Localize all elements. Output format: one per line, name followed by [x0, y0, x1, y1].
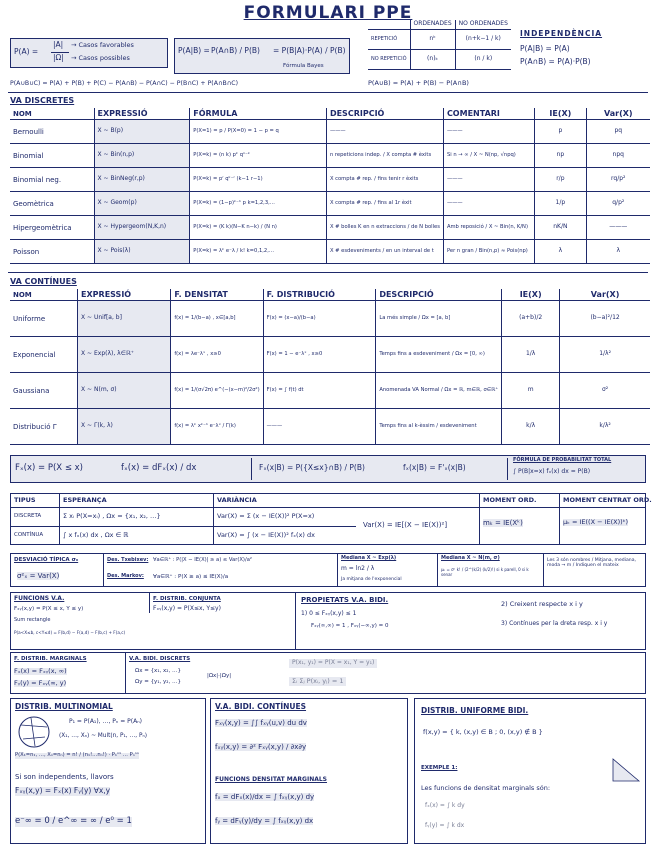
table-row: [10, 192, 650, 216]
marginal-density-x: fₓ = dFₓ(x)/dx = ∫ fₓᵧ(x,y) dy: [215, 793, 315, 801]
marginals-title: F. DISTRIB. MARGINALS: [14, 656, 87, 662]
discrete-section-title: VA DISCRETES: [10, 96, 75, 105]
exp-head-moment-centrat: MOMENT CENTRAT ORD.: [563, 496, 652, 504]
bidi-discrete-title: V.A. BIDI. DISCRETS: [129, 656, 191, 662]
discrete-header-6: Var(X): [586, 108, 650, 120]
discrete-cell: rq/p²: [586, 168, 650, 192]
table-row: [10, 409, 650, 445]
bidi-sum: Σᵢ Σⱼ P(xᵢ, yⱼ) = 1: [289, 677, 346, 686]
prop-bidi-3: 3) Contínues per la dreta resp. x i y: [501, 620, 608, 627]
continuous-cell: Temps fins al k-èssim / esdeveniment: [376, 409, 502, 445]
table-row: [10, 373, 650, 409]
prop-bidi-2: 2) Creixent respecte x i y: [501, 600, 583, 608]
discrete-header-0: NOM: [10, 108, 94, 120]
exp-discrete-formula: Σ xᵢ P(X=xᵢ) , Ωx = {x₁, x₂, …}: [63, 512, 161, 520]
laplace-box: [10, 38, 168, 68]
fun-va-title: FUNCIONS V.A.: [14, 595, 65, 602]
counting-cell-12: (n+k−1 / k): [455, 29, 511, 49]
mediana-exp-formula: m = ln2 / λ: [341, 565, 375, 572]
uniform-example: EXEMPLE 1:: [421, 765, 458, 771]
uniform-bidi-title: DISTRIB. UNIFORME BIDI.: [421, 706, 529, 715]
total-prob-title: FÓRMULA DE PROBABILITAT TOTAL: [513, 457, 612, 463]
continuous-cell: Uniforme: [10, 301, 78, 337]
continuous-header-6: Var(X): [560, 289, 650, 301]
uniform-marginal-y: fᵧ(y) = ∫ k dx: [425, 822, 465, 829]
indep-title: INDEPENDÈNCIA: [520, 29, 603, 38]
laplace-den: |Ω|: [53, 53, 64, 62]
discrete-header-3: DESCRIPCIÓ: [326, 108, 443, 120]
discrete-cell: np: [535, 144, 586, 168]
counting-table: [368, 20, 511, 70]
continuous-cell: σ²: [560, 373, 650, 409]
continuous-cell: Exponencial: [10, 337, 78, 373]
table-row: [10, 240, 650, 264]
cond-cdf-formula: Fₓ(x|B) = P({X≤x}∩B) / P(B): [259, 463, 365, 472]
discrete-cell: npq: [586, 144, 650, 168]
discrete-cell: P(X=k) = (n k) pᵏ qⁿ⁻ᵏ: [190, 144, 327, 168]
multinomial-title: DISTRIB. MULTINOMIAL: [15, 702, 113, 711]
bidi-discrete-omega-y: Ωy = {y₁, y₂, …}: [135, 679, 181, 685]
cdf-pdf-box: [10, 455, 646, 483]
continuous-cell: (a+b)/2: [502, 301, 560, 337]
discrete-cell: Binomial: [10, 144, 94, 168]
bayes-box: [174, 38, 350, 74]
exp-head-esperanca: ESPERANÇA: [63, 496, 107, 504]
discrete-cell: p: [535, 120, 586, 144]
exp-limits: e⁻∞ = 0 / e^∞ = ∞ / e⁰ = 1: [15, 816, 132, 826]
prop-bidi-title: PROPIETATS V.A. BIDI.: [301, 596, 389, 604]
discrete-cell: P(X=k) = λᵏ e⁻λ / k! k=0,1,2,…: [190, 240, 327, 264]
continuous-cell: X ~ N(m, σ): [78, 373, 171, 409]
bidi-continuous-title: V.A. BIDI. CONTÍNUES: [215, 702, 307, 711]
discrete-cell: Bernoulli: [10, 120, 94, 144]
discrete-cell: Binomial neg.: [10, 168, 94, 192]
misc-box: [10, 553, 646, 587]
tcheb-label: Des. Txebixev:: [107, 557, 149, 563]
discrete-cell: X ~ Bin(n,p): [94, 144, 190, 168]
desv-title: DESVIACIÓ TÍPICA σₓ: [14, 557, 79, 563]
discrete-cell: X ~ BinNeg(r,p): [94, 168, 190, 192]
continuous-cell: 1/λ²: [560, 337, 650, 373]
discrete-cell: Amb reposició / X ~ Bin(n, K/N): [443, 216, 534, 240]
continuous-cell: Distribució Γ: [10, 409, 78, 445]
continuous-header-2: F. DENSITAT: [171, 289, 263, 301]
discrete-cell: P(X=1) = p / P(X=0) = 1 − p = q: [190, 120, 327, 144]
discrete-cell: n repeticions indep. / X compta # èxits: [326, 144, 443, 168]
multinomial-vector: (X₁, …, Xₙ) ~ Mult(n, P₁, …, Pₙ): [59, 733, 148, 739]
discrete-cell: pq: [586, 120, 650, 144]
discrete-cell: 1/p: [535, 192, 586, 216]
bidi-continuous-cdf: Fₓᵧ(x,y) = ∫∫ fₓᵧ(u,v) du dv: [215, 719, 307, 727]
bidi-discrete-card: |Ωx|·|Ωy|: [207, 673, 232, 679]
multinomial-pmf: P(X₁=n₁, …, Xₙ=nₙ) = n! / (n₁!…nₙ!) · P₁ⁿ¹ … Pₙⁿⁿ: [15, 752, 139, 758]
var-continuous-formula: Var(X) = ∫ (x − IE(X))² fₓ(x) dx: [217, 531, 316, 539]
multinomial-box: [10, 698, 206, 844]
table-row: [10, 144, 650, 168]
cond-pdf-formula: fₓ(x|B) = F'ₓ(x|B): [403, 463, 466, 472]
laplace-num: |A|: [53, 40, 64, 49]
continuous-header-4: DESCRIPCIÓ: [376, 289, 502, 301]
bidi-discrete-omega-x: Ωx = {x₁, x₂, …}: [135, 668, 181, 674]
discrete-cell: X # bolles K en n extraccions / de N bolles: [326, 216, 443, 240]
cond-lhs: P(A|B) =: [178, 46, 210, 55]
counting-col-unordered: NO ORDENADES: [455, 20, 511, 29]
exp-continuous-formula: ∫ x fₓ(x) dx , Ωx ∈ ℝ: [63, 531, 129, 539]
fun-va-rect: Sum rectangle: [14, 617, 51, 623]
moment-formula: mₖ = IE(Xᵏ): [483, 519, 523, 527]
continuous-cell: k/λ²: [560, 409, 650, 445]
multinomial-probs: P₁ = P(A₁), …, Pₙ = P(Aₙ): [69, 718, 142, 725]
continuous-section-title: VA CONTÍNUES: [10, 277, 77, 286]
counting-cell-11: nᵏ: [410, 29, 455, 49]
discrete-cell: X ~ Pois(λ): [94, 240, 190, 264]
fdc-title: F. DISTRIB. CONJUNTA: [153, 596, 221, 602]
indep-note: Si son independents, llavors: [15, 773, 114, 781]
va2-discrete-box: [10, 652, 646, 694]
uniform-marginals-note: Les funcions de densitat marginals són:: [421, 784, 551, 792]
uniform-bidi-pdf: f(x,y) = { k, (x,y) ∈ B ; 0, (x,y) ∉ B }: [423, 728, 543, 736]
continuous-cell: X ~ Unif[a, b]: [78, 301, 171, 337]
pdf-formula: fₓ(x) = dFₓ(x) / dx: [121, 463, 197, 473]
bayes-rhs: = P(B|A)·P(A) / P(B): [273, 46, 346, 55]
marginal-density-title: FUNCIONS DENSITAT MARGINALS: [215, 776, 328, 783]
continuous-cell: (b−a)²/12: [560, 301, 650, 337]
continuous-cell: ———: [263, 409, 376, 445]
discrete-cell: Geomètrica: [10, 192, 94, 216]
discrete-cell: X ~ Hypergeom(N,K,n): [94, 216, 190, 240]
bidi-continuous-box: [210, 698, 408, 844]
uniform-bidi-box: [414, 698, 646, 844]
partition-diagram-icon: [17, 715, 51, 749]
uniform-marginal-x: fₓ(x) = ∫ k dy: [425, 802, 465, 809]
mediana-normal-title: Mediana X ~ N(m, σ): [441, 555, 500, 561]
continuous-cell: f(x) = λe⁻λˣ , x≥0: [171, 337, 263, 373]
discrete-cell: X compta # rep. / fins tenir r èxits: [326, 168, 443, 192]
discrete-header-4: COMENTARI: [443, 108, 534, 120]
counting-cell-22: (n / k): [455, 49, 511, 69]
cond-rhs: P(A∩B) / P(B): [211, 46, 260, 55]
prop-bidi-1: 1) 0 ≤ Fₓᵧ(x,y) ≤ 1: [301, 610, 357, 617]
laplace-pos: → Casos possibles: [71, 54, 130, 62]
fun-va-2: P(a<X≤b, c<Y≤d) = F(b,d) − F(a,d) − F(b,c) + F(a,c): [14, 630, 126, 635]
marginal-density-y: fᵧ = dFᵧ(y)/dy = ∫ fₓᵧ(x,y) dx: [215, 817, 314, 825]
discrete-cell: q/p²: [586, 192, 650, 216]
discrete-cell: ———: [443, 168, 534, 192]
exp-head-tipus: TIPUS: [14, 496, 36, 504]
discrete-cell: X compta # rep. / fins al 1r èxit: [326, 192, 443, 216]
discrete-cell: P(X=k) = (1−p)ᵏ⁻¹ p k=1,2,3,…: [190, 192, 327, 216]
union3-formula: P(A∪B∪C) = P(A) + P(B) + P(C) − P(A∩B) − P(A∩C) − P(B∩C) + P(A∩B∩C): [10, 80, 238, 87]
discrete-cell: ———: [443, 120, 534, 144]
fun-va-1: Fₓᵧ(x,y) = P(X ≤ x, Y ≤ y): [14, 606, 84, 612]
discrete-header-2: FÓRMULA: [190, 108, 327, 120]
table-row: [10, 216, 650, 240]
marginal-y: Fᵧ(y) = Fₓᵧ(∞, y): [14, 679, 67, 687]
continuous-table: [10, 289, 650, 445]
counting-cell-21: (n)ₖ: [410, 49, 455, 69]
discrete-cell: P(X=k) = pʳ qᵏ⁻ʳ (k−1 r−1): [190, 168, 327, 192]
laplace-fav: → Casos favorables: [71, 41, 134, 49]
discrete-cell: P(X=k) = (K k)(N−K n−k) / (N n): [190, 216, 327, 240]
fdc-formula: Fₓᵧ(x,y) = P(X≤x, Y≤y): [153, 605, 221, 612]
discrete-cell: r/p: [535, 168, 586, 192]
var-discrete-formula: Var(X) = Σ (x − IE(X))² P(X=x): [217, 512, 315, 520]
continuous-cell: f(x) = 1/(σ√2π) e^(−(x−m)²/2σ²): [171, 373, 263, 409]
continuous-cell: m: [502, 373, 560, 409]
discrete-cell: Si n → ∞ / X ~ N(np, √npq): [443, 144, 534, 168]
laplace-lhs: P(A) =: [14, 47, 39, 56]
discrete-cell: Poisson: [10, 240, 94, 264]
moment-centrat-formula: μₖ = IE((X − IE(X))ᵏ): [563, 518, 628, 526]
tcheb-formula: ∀a∈ℝ⁺ : P(|X − IE(X)| ≥ a) ≤ Var(X)/a²: [153, 557, 252, 563]
total-prob-formula: ∫ P(B|x=x) fₓ(x) dx = P(B): [513, 468, 591, 475]
indep-cdf: Fₓᵧ(x,y) = Fₓ(x) Fᵧ(y) ∀x,y: [15, 786, 111, 795]
marginal-x: Fₓ(x) = Fₓᵧ(x, ∞): [14, 667, 67, 675]
page-title: FORMULARI PPE: [243, 3, 413, 23]
continuous-header-5: IE(X): [502, 289, 560, 301]
exp-head-moment: MOMENT ORD.: [483, 496, 537, 504]
discrete-cell: λ: [586, 240, 650, 264]
union2-formula: P(A∪B) = P(A) + P(B) − P(A∩B): [368, 79, 469, 87]
continuous-header-3: F. DISTRIBUCIÓ: [263, 289, 376, 301]
continuous-cell: X ~ Γ(k, λ): [78, 409, 171, 445]
exp-row-discreta: DISCRETA: [14, 513, 42, 519]
mediana-normal-formula: μₖ = σᵏ k! / (2^(k/2) (k/2)!) si k parell, 0 si k senar: [441, 567, 529, 577]
bayes-label: Fórmula Bayes: [283, 63, 324, 69]
indep-line1: P(A|B) = P(A): [520, 44, 570, 53]
discrete-cell: λ: [535, 240, 586, 264]
bidi-pmf: P(x₁, y₁) = P(X = x₁, Y = y₁): [289, 659, 377, 668]
continuous-header-0: NOM: [10, 289, 78, 301]
triangle-region-icon: [611, 757, 641, 783]
continuous-cell: Anomenada VA Normal / Ωx = ℝ, m∈ℝ, σ∈ℝ⁺: [376, 373, 502, 409]
continuous-cell: Temps fins a esdeveniment / Ωx = [0, ∞): [376, 337, 502, 373]
table-row: [10, 120, 650, 144]
counting-row-norep: NO REPETICIÓ: [368, 49, 410, 69]
discrete-cell: nK/N: [535, 216, 586, 240]
continuous-cell: X ~ Exp(λ), λ∈ℝ⁺: [78, 337, 171, 373]
continuous-cell: f(x) = 1/(b−a) , x∈[a,b]: [171, 301, 263, 337]
continuous-cell: f(x) = λᵏ xᵏ⁻¹ e⁻λˣ / Γ(k): [171, 409, 263, 445]
continuous-cell: La més simple / Ωx = [a, b]: [376, 301, 502, 337]
discrete-cell: Hipergeomètrica: [10, 216, 94, 240]
counting-col-ordered: ORDENADES: [410, 20, 455, 29]
discrete-cell: X # esdeveniments / en un interval de t: [326, 240, 443, 264]
discrete-cell: ———: [326, 120, 443, 144]
continuous-cell: F(x) = 1 − e⁻λˣ , x≥0: [263, 337, 376, 373]
mediana-exp-title: Mediana X ~ Exp(λ): [341, 555, 397, 561]
exp-head-variancia: VARIÀNCIA: [217, 496, 257, 504]
cdf-formula: Fₓ(x) = P(X ≤ x): [15, 463, 83, 473]
discrete-cell: Per n gran / Bin(n,p) ≈ Pois(np): [443, 240, 534, 264]
mediana-exp-note: Ja mitjana de l'exponencial: [341, 577, 402, 582]
markov-formula: ∀a∈ℝ⁺ : P(X ≥ a) ≤ IE(X)/a: [153, 574, 229, 580]
table-row: [10, 168, 650, 192]
discrete-table: [10, 108, 650, 264]
continuous-header-1: EXPRESSIÓ: [78, 289, 171, 301]
continuous-cell: F(x) = ∫ f(t) dt: [263, 373, 376, 409]
continuous-cell: k/λ: [502, 409, 560, 445]
discrete-cell: X ~ B(p): [94, 120, 190, 144]
va2-box: [10, 592, 646, 650]
discrete-header-5: IE(X): [535, 108, 586, 120]
mmm-note: Les 3 són nombres / Mitjana, mediana, moda → m / Indiquen el mateix: [547, 558, 636, 569]
discrete-cell: X ~ Geom(p): [94, 192, 190, 216]
prop-bidi-1b: Fₓᵧ(∞,∞) = 1 , Fₓᵧ(−∞,y) = 0: [311, 623, 389, 629]
continuous-cell: 1/λ: [502, 337, 560, 373]
discrete-cell: ———: [443, 192, 534, 216]
counting-row-rep: REPETICIÓ: [368, 29, 410, 49]
continuous-cell: F(x) = (x−a)/(b−a): [263, 301, 376, 337]
table-row: [10, 337, 650, 373]
exp-row-continua: CONTÍNUA: [14, 532, 44, 538]
markov-label: Des. Markov:: [107, 573, 144, 579]
discrete-cell: ———: [586, 216, 650, 240]
var-general-formula: Var(X) = IE[(X − IE(X))²]: [363, 521, 448, 529]
continuous-cell: Gaussiana: [10, 373, 78, 409]
table-row: [10, 301, 650, 337]
bidi-continuous-pdf: fₓᵧ(x,y) = ∂² Fₓᵧ(x,y) / ∂x∂y: [215, 743, 307, 751]
indep-line2: P(A∩B) = P(A)·P(B): [520, 57, 591, 66]
desv-formula: σ²ₓ = Var(X): [17, 572, 60, 580]
discrete-header-1: EXPRESSIÓ: [94, 108, 190, 120]
expectation-box: [10, 493, 652, 545]
